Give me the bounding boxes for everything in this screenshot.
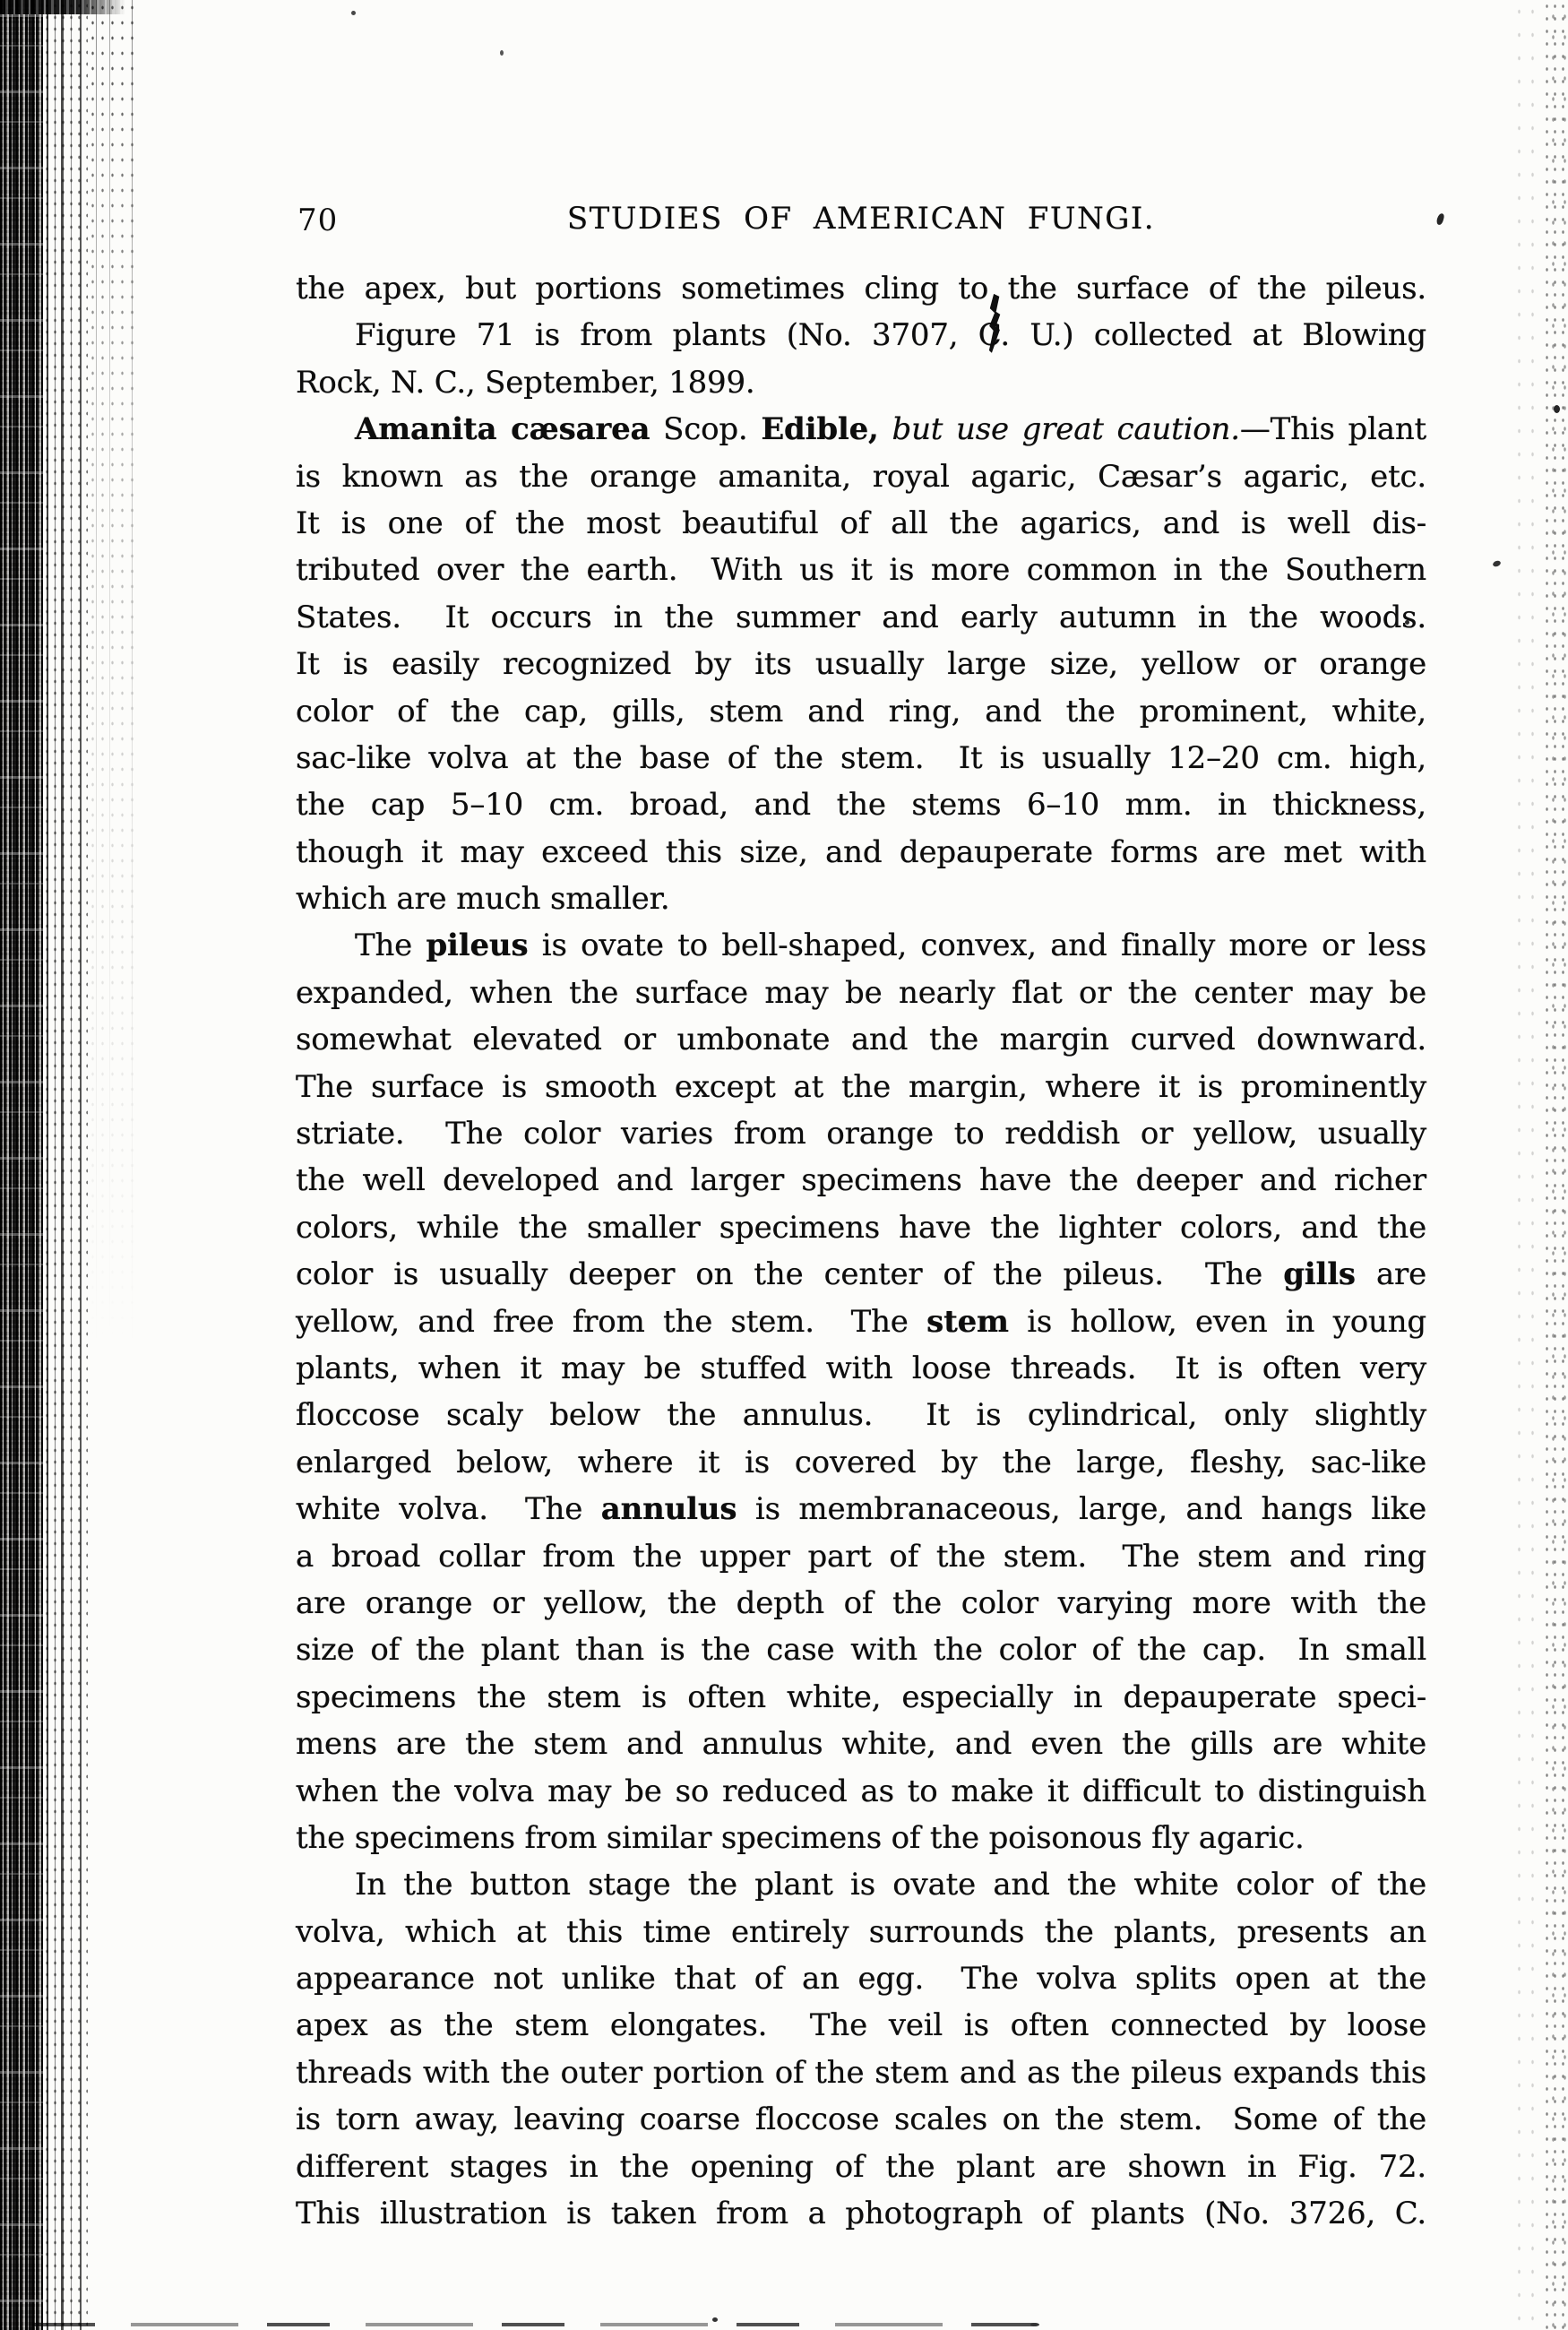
bold-text-segment: Edible, — [761, 411, 879, 448]
text-segment: threads with the outer portion of the stem and as the pileus expands this — [296, 2054, 1426, 2091]
scan-gutter-fringe-artifact — [88, 0, 134, 2330]
text-line — [296, 1157, 1426, 1204]
text-segment: the apex, but portions sometimes cling to the surface of the pileus. — [296, 271, 1426, 306]
text-segment: specimens the stem is often white, especially in depauperate speci- — [296, 1678, 1426, 1715]
text-segment: appearance not unlike that of an egg. The volva splits open at the — [296, 1961, 1426, 1998]
text-line — [296, 1768, 1426, 1815]
text-line — [296, 1439, 1426, 1486]
text-segment: somewhat elevated or umbonate and the margin curved downward. — [296, 1022, 1426, 1058]
text-line — [296, 1580, 1426, 1627]
text-line — [296, 2096, 1426, 2143]
scan-corner-artifact — [0, 0, 125, 14]
text-line — [296, 829, 1426, 876]
bold-text-segment: Amanita cæsarea — [355, 411, 650, 448]
text-line — [296, 1299, 1426, 1345]
text-line — [296, 735, 1426, 781]
ink-speck — [1554, 405, 1560, 413]
text-line — [296, 265, 1426, 312]
text-line — [296, 876, 1426, 922]
bold-text-segment: stem — [926, 1303, 1009, 1340]
text-line — [296, 1392, 1426, 1438]
text-segment: apex as the stem elongates. The veil is often connected by loose — [296, 2007, 1426, 2044]
text-line — [296, 594, 1426, 641]
text-segment: are — [1355, 1256, 1426, 1293]
page-header — [296, 199, 1426, 247]
text-line — [296, 641, 1426, 687]
text-segment: which are much smaller. — [296, 881, 670, 918]
bold-text-segment: pileus — [426, 928, 529, 964]
text-segment: is hollow, even in young — [1008, 1303, 1426, 1340]
text-segment: is torn away, leaving coarse floccose scales on the stem. Some of the — [296, 2101, 1426, 2138]
text-line — [296, 1674, 1426, 1721]
text-segment: different stages in the opening of the plant are shown in Fig. 72. — [296, 2148, 1426, 2185]
text-segment: color of the cap, gills, stem and ring, and the prominent, white, — [296, 693, 1426, 729]
text-segment: It is one of the most beautiful of all the agarics, and is well dis- — [296, 505, 1426, 541]
text-segment: striate. The color varies from orange to reddish or yellow, usually — [296, 1116, 1426, 1152]
text-line — [296, 1627, 1426, 1673]
ink-speck — [351, 11, 356, 15]
text-line — [296, 500, 1426, 547]
text-segment: size of the plant than is the case with the color of the cap. In small — [296, 1632, 1426, 1669]
text-line — [296, 1251, 1426, 1298]
text-line — [296, 922, 1426, 969]
text-line — [296, 1204, 1426, 1251]
text-segment: floccose scaly below the annulus. It is cylindrical, only slightly — [296, 1397, 1426, 1434]
text-line — [296, 781, 1426, 828]
text-segment: is ovate to bell-shaped, convex, and finally more or less — [528, 928, 1426, 964]
text-line — [296, 406, 1426, 453]
text-segment: white volva. The — [296, 1491, 601, 1528]
text-segment: is membranaceous, large, and hangs like — [737, 1491, 1426, 1528]
text-segment: States. It occurs in the summer and early autumn in the woods. — [296, 599, 1426, 635]
text-segment: The — [355, 928, 426, 964]
ink-speck — [712, 2317, 718, 2322]
scan-bottom-edge-line — [32, 2323, 1036, 2326]
scan-right-margin-speckle — [1512, 0, 1545, 2330]
ink-speck — [1435, 212, 1444, 225]
text-line — [296, 1016, 1426, 1063]
scan-right-edge-speckle — [1543, 0, 1568, 2330]
text-segment: In the button stage the plant is ovate and the white color of the — [355, 1867, 1426, 1903]
page-number: 70 — [297, 203, 339, 238]
text-segment: is known as the orange amanita, royal agaric, Cæsar’s agaric, etc. — [296, 458, 1426, 495]
text-segment: expanded, when the surface may be nearly flat or the center may be — [296, 974, 1426, 1011]
text-segment: though it may exceed this size, and depauperate forms are met with — [296, 833, 1426, 870]
text-line — [296, 688, 1426, 735]
text-line — [296, 2190, 1426, 2237]
text-segment — [879, 411, 892, 447]
bold-text-segment: gills — [1283, 1256, 1356, 1293]
ink-speck — [1492, 560, 1502, 568]
text-line — [296, 970, 1426, 1016]
text-segment: color is usually deeper on the center of the pileus. The — [296, 1256, 1284, 1293]
text-segment: the specimens from similar specimens of the poisonous fly agaric. — [296, 1819, 1305, 1856]
text-line — [296, 2144, 1426, 2190]
text-segment: Scop. — [650, 411, 762, 448]
text-segment: plants, when it may be stuffed with loose threads. It is often very — [296, 1350, 1426, 1386]
text-segment: —This plant — [1239, 411, 1426, 448]
running-title: STUDIES OF AMERICAN FUNGI. — [566, 201, 1156, 237]
text-line — [296, 1533, 1426, 1580]
text-segment: Rock, N. C., September, 1899. — [296, 364, 755, 401]
text-line — [296, 1110, 1426, 1157]
text-line — [296, 1909, 1426, 1955]
text-segment: It is easily recognized by its usually large size, yellow or orange — [296, 646, 1426, 683]
text-segment: tributed over the earth. With us it is more common in the Southern — [296, 552, 1426, 589]
text-segment: sac-like volva at the base of the stem. It is usually 12–20 cm. high, — [296, 739, 1426, 776]
text-segment: colors, while the smaller specimens have the lighter colors, and the — [296, 1209, 1426, 1246]
text-segment: the cap 5–10 cm. broad, and the stems 6–10 mm. in thickness, — [296, 787, 1426, 824]
text-segment: are orange or yellow, the depth of the color varying more with the — [296, 1584, 1426, 1621]
text-segment: enlarged below, where it is covered by the large, fleshy, sac-like — [296, 1444, 1426, 1480]
text-line — [296, 547, 1426, 593]
text-line — [296, 359, 1426, 406]
text-segment: This illustration is taken from a photograph of plants (No. 3726, C. — [296, 2196, 1426, 2232]
text-segment: a broad collar from the upper part of the stem. The stem and ring — [296, 1538, 1426, 1575]
text-segment: the well developed and larger specimens have the deeper and richer — [296, 1162, 1426, 1199]
text-line — [296, 1064, 1426, 1110]
text-segment: mens are the stem and annulus white, and even the gills are white — [296, 1726, 1426, 1763]
ink-speck — [1030, 2323, 1039, 2326]
text-line — [296, 1486, 1426, 1532]
bold-text-segment: annulus — [600, 1491, 737, 1528]
text-segment: Figure 71 is from plants (No. 3707, C. U.) collected at Blowing — [355, 317, 1426, 354]
text-line — [296, 1861, 1426, 1908]
text-line — [296, 453, 1426, 500]
text-line — [296, 312, 1426, 358]
text-line — [296, 2002, 1426, 2049]
text-line — [296, 1345, 1426, 1392]
text-line — [296, 2050, 1426, 2096]
page-body-text — [296, 265, 1426, 2237]
scan-gutter-artifact — [0, 0, 43, 2330]
italic-text-segment: but use great caution. — [892, 411, 1240, 448]
text-line — [296, 1815, 1426, 1861]
text-line — [296, 1721, 1426, 1767]
ink-speck — [500, 50, 504, 56]
text-segment: when the volva may be so reduced as to make it difficult to distinguish — [296, 1773, 1426, 1809]
text-segment: yellow, and free from the stem. The — [296, 1303, 927, 1340]
scan-gutter-streaks-artifact — [43, 0, 88, 2330]
text-line — [296, 1955, 1426, 2002]
text-segment: The surface is smooth except at the margin, where it is prominently — [296, 1068, 1426, 1105]
text-segment: volva, which at this time entirely surrounds the plants, presents an — [296, 1913, 1426, 1950]
